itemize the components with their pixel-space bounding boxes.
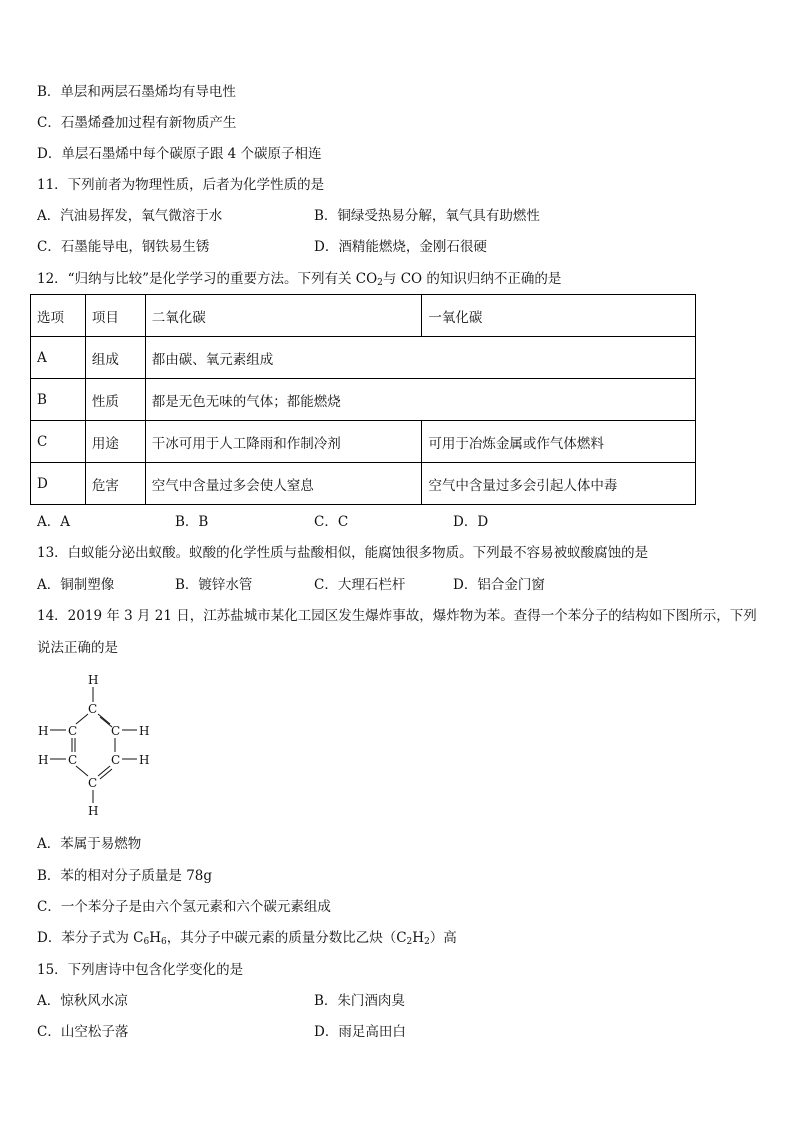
q12-stem-text-2: 与 CO 的知识归纳不正确的是 [382,271,562,287]
q14-d-sub-3: 2 [406,937,413,947]
cell-item: 组成 [85,337,145,379]
q15-option-c: C．山空松子落 [37,1024,129,1040]
cell-item: 危害 [85,463,145,505]
q13-option-d: D．铝合金门窗 [453,577,545,593]
q14-d-sub-2: 6 [160,937,167,947]
atom-c-lower-left: C [68,753,78,767]
cell-shared: 都是无色无味的气体；都能燃烧 [145,379,695,421]
q11-stem: 11．下列前者为物理性质，后者为化学性质的是 [37,177,325,193]
q14-d-text-2: H [149,930,161,946]
header-co2: 二氧化碳 [145,295,422,337]
atom-c-lower-right: C [111,753,121,767]
cell-co2: 干冰可用于人工降雨和作制冷剂 [145,421,422,463]
q15-option-b: B．朱门酒肉臭 [314,993,405,1009]
atom-c-bottom: C [88,776,98,790]
cell-option: C [31,421,86,463]
q14-d-text-1: D．苯分子式为 C [37,930,144,946]
q13-option-a: A．铜制塑像 [37,577,115,593]
q12-stem-text-1: 12．“归纳与比较”是化学学习的重要方法。下列有关 CO [37,271,378,287]
q12-comparison-table [30,294,696,505]
q10-option-d: D．单层石墨烯中每个碳原子跟 4 个碳原子相连 [37,146,322,162]
header-item: 项目 [85,295,145,337]
atom-h-top: H [88,673,99,687]
q14-option-b: B．苯的相对分子质量是 78g [37,868,213,884]
q12-stem-subscript: 2 [377,278,383,288]
q14-stem-line2: 说法正确的是 [37,640,118,656]
atom-c-top: C [88,702,98,716]
cell-co2: 空气中含量过多会使人窒息 [145,463,422,505]
table-row [31,421,696,463]
q14-d-text-3: ，其分子中碳元素的质量分数比乙炔（C [166,930,407,946]
atom-c-upper-left: C [68,724,78,738]
table-row [31,337,696,379]
cell-co: 空气中含量过多会引起人体中毒 [422,463,696,505]
q14-option-d [37,929,457,947]
q14-stem-line1: 14．2019 年 3 月 21 日，江苏盐城市某化工园区发生爆炸事故，爆炸物为苯。查得一个苯分子的结构如下图所示，下列 [37,608,757,624]
q12-option-a: A．A [37,514,70,530]
q14-d-sub-1: 6 [143,937,150,947]
q13-option-c: C．大理石栏杆 [314,577,406,593]
benzene-structure-diagram [34,670,164,822]
atom-h-bottom: H [88,804,99,818]
header-option: 选项 [31,295,86,337]
q13-stem: 13．白蚁能分泌出蚁酸。蚁酸的化学性质与盐酸相似，能腐蚀很多物质。下列最不容易被蚁酸腐蚀的是 [37,545,649,561]
q15-stem: 15．下列唐诗中包含化学变化的是 [37,962,244,978]
q15-option-a: A．惊秋风水凉 [37,993,128,1009]
cell-option: D [31,463,86,505]
cell-co: 可用于冶炼金属或作气体燃料 [422,421,696,463]
q11-option-a: A．汽油易挥发，氧气微溶于水 [37,208,223,224]
cell-option: A [31,337,86,379]
q14-d-sub-4: 2 [424,937,430,947]
q13-option-b: B．镀锌水管 [175,577,253,593]
cell-item: 用途 [85,421,145,463]
atom-h-upper-left: H [38,724,49,738]
atom-h-upper-right: H [139,724,150,738]
atom-h-lower-left: H [38,753,49,767]
q15-option-d: D．雨足高田白 [314,1024,406,1040]
q11-option-d: D．酒精能燃烧，金刚石很硬 [314,239,487,255]
q12-stem [37,270,561,288]
atom-h-lower-right: H [139,753,150,767]
header-co: 一氧化碳 [422,295,696,337]
q12-option-b: B．B [175,514,209,530]
atom-c-upper-right: C [111,724,121,738]
table-row [31,463,696,505]
q14-d-text-5: ）高 [429,930,457,946]
q11-option-b: B．铜绿受热易分解，氧气具有助燃性 [314,208,540,224]
cell-item: 性质 [85,379,145,421]
q12-option-c: C．C [314,514,349,530]
table-header-row [31,295,696,337]
q14-d-text-4: H [412,930,425,946]
q14-option-a: A．苯属于易燃物 [37,836,142,852]
q12-option-d: D．D [453,514,489,530]
cell-shared: 都由碳、氧元素组成 [145,337,695,379]
q11-option-c: C．石墨能导电，钢铁易生锈 [37,239,210,255]
cell-option: B [31,379,86,421]
table-row [31,379,696,421]
q10-option-c: C．石墨烯叠加过程有新物质产生 [37,115,237,131]
q10-option-b: B．单层和两层石墨烯均有导电性 [37,84,236,100]
q14-option-c: C．一个苯分子是由六个氢元素和六个碳元素组成 [37,899,331,915]
